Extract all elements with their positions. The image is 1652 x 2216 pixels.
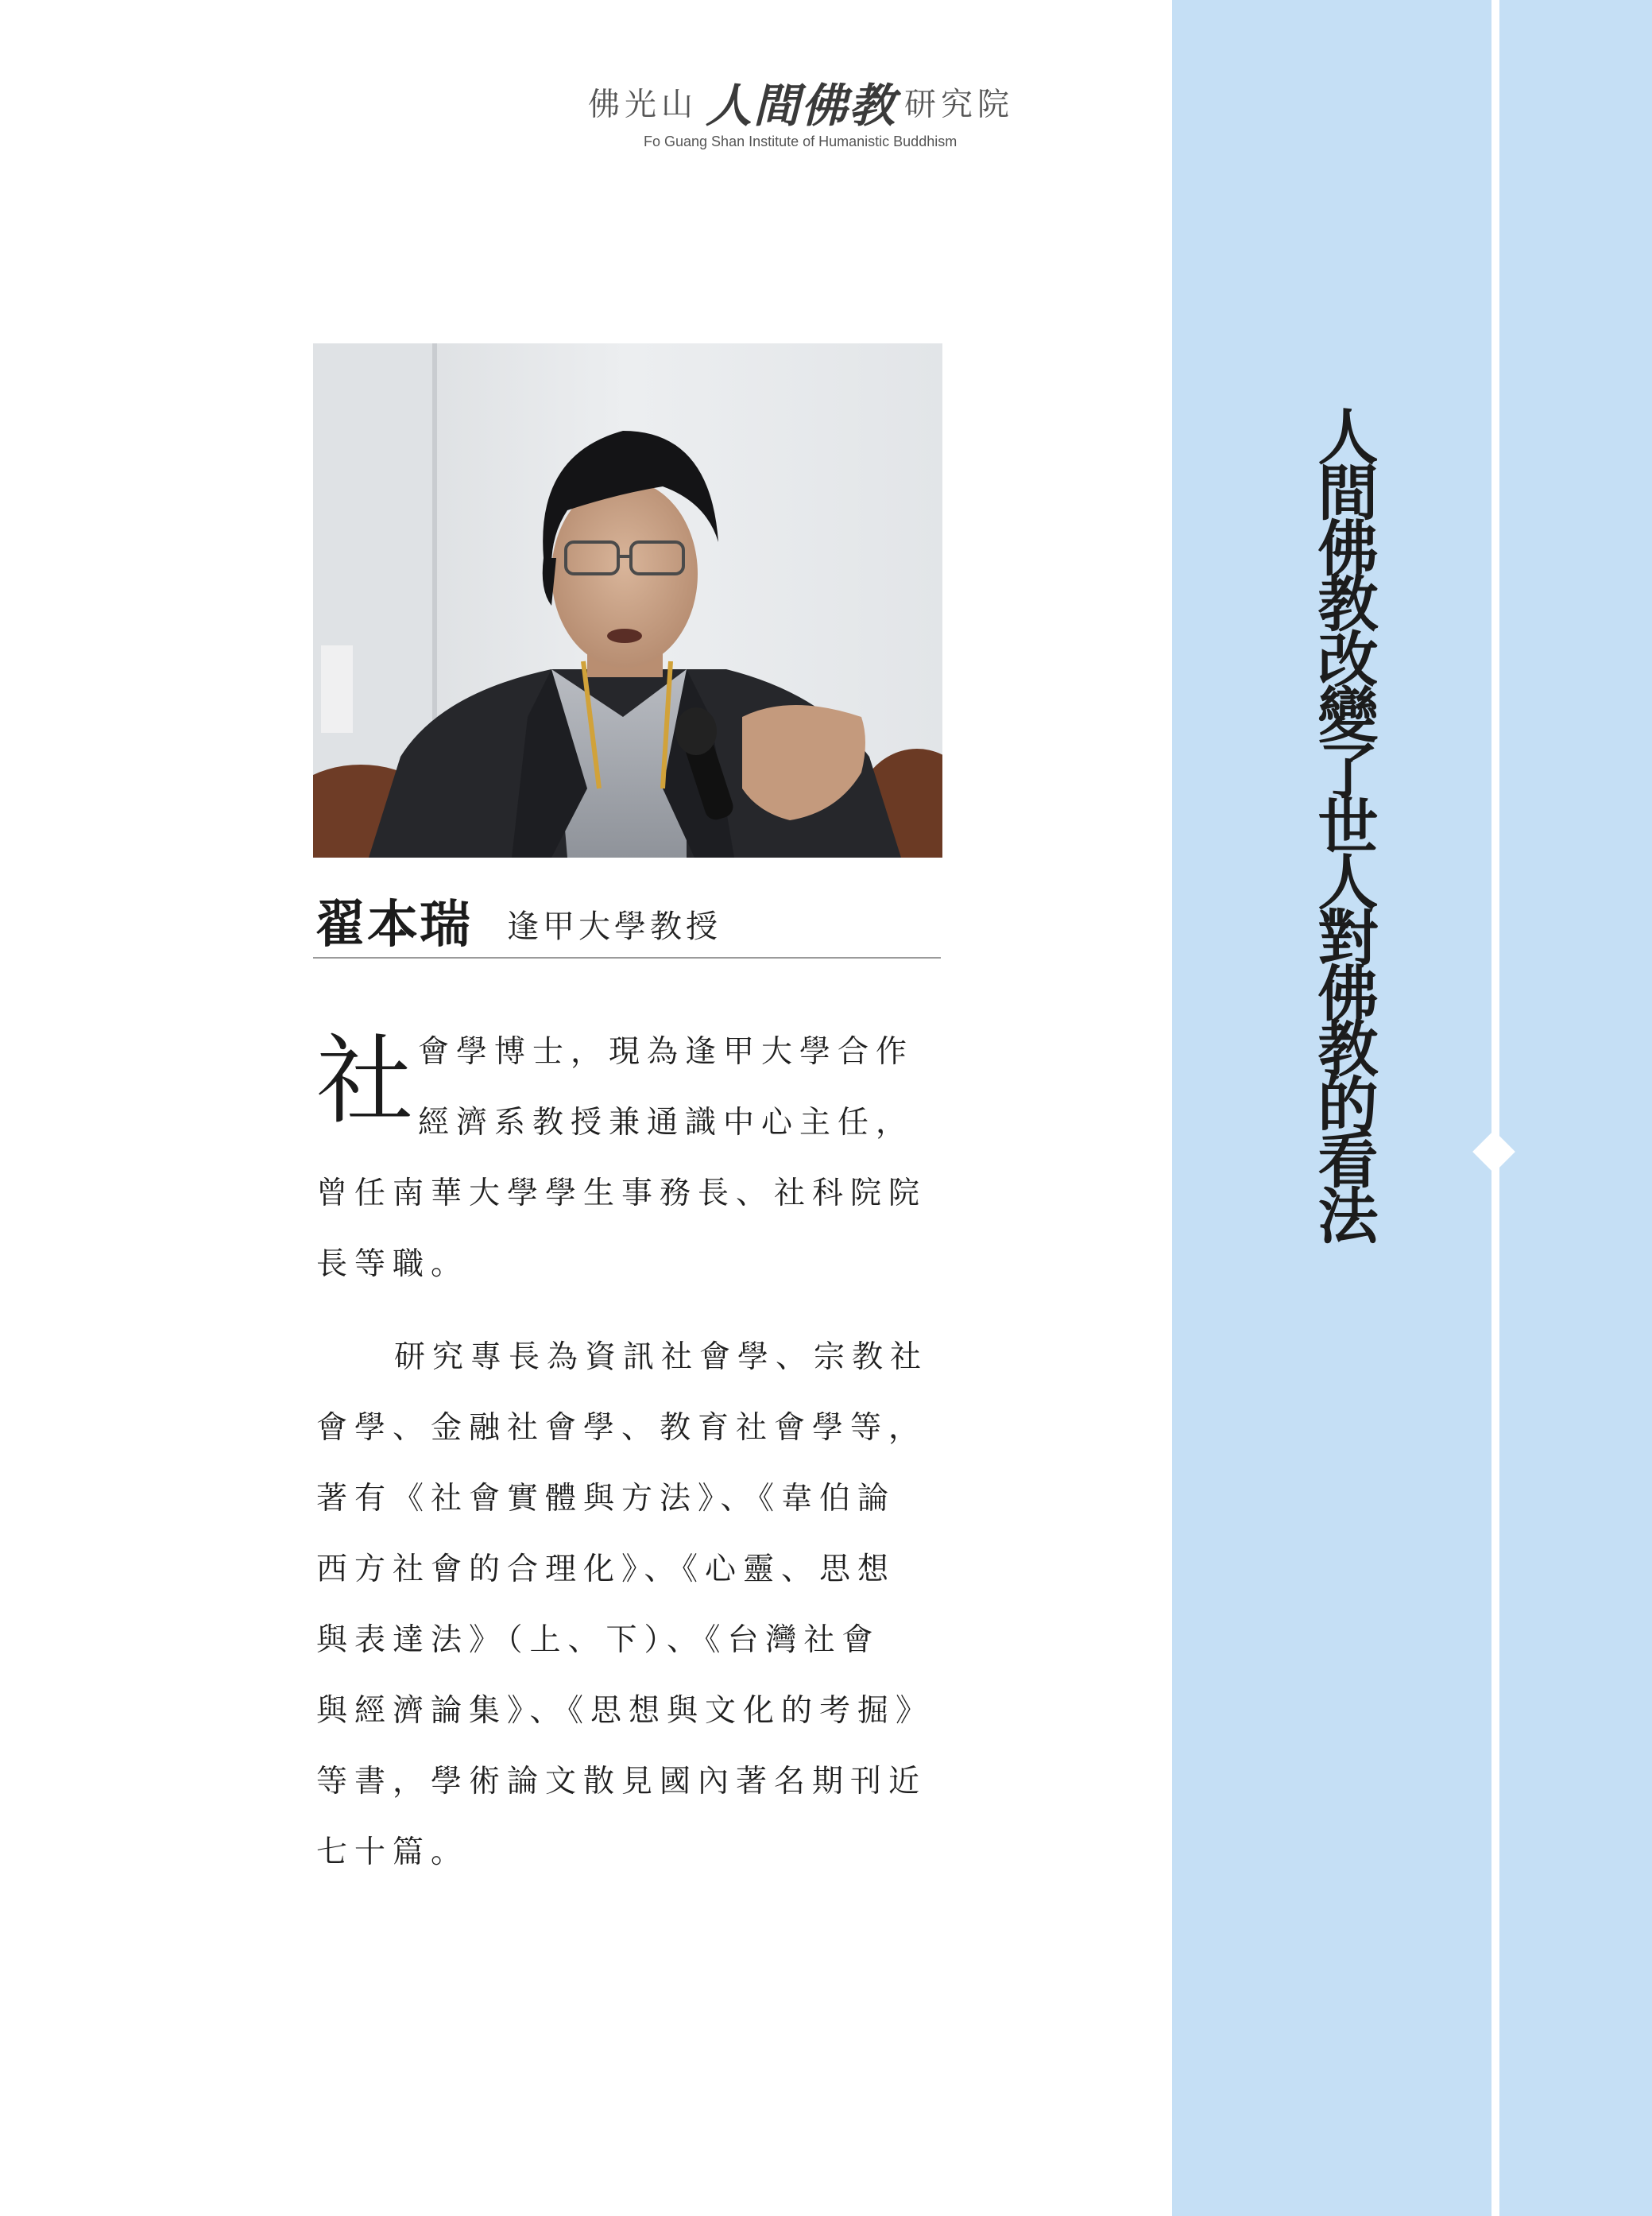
logo-left-text: 佛光山 bbox=[588, 86, 698, 123]
author-name-line bbox=[313, 884, 941, 959]
bio-line: 七十篇。 bbox=[316, 1834, 470, 1870]
logo-wordmark bbox=[588, 68, 1014, 135]
bio-paragraph-2 bbox=[316, 1322, 949, 1888]
bio-line: 等書，學術論文散見國內著名期刊近 bbox=[316, 1764, 927, 1800]
bio-line: 與表達法》（上、下）、《台灣社會 bbox=[316, 1622, 880, 1658]
logo-english-subtitle: Fo Guang Shan Institute of Humanistic Buddhism bbox=[644, 134, 958, 149]
bio-line: 會學博士，現為逢甲大學合作 bbox=[418, 1034, 915, 1070]
bio-line: 曾任南華大學學生事務長、社科院院 bbox=[316, 1176, 927, 1211]
logo-right-text: 研究院 bbox=[904, 86, 1015, 123]
bio-line: 經濟系教授兼通識中心主任， bbox=[418, 1105, 915, 1141]
author-name: 翟本瑞 bbox=[315, 895, 472, 955]
side-band-divider bbox=[1491, 0, 1499, 2216]
author-title: 逢甲大學教授 bbox=[507, 908, 722, 945]
bio-line: 研究專長為資訊社會學、宗教社 bbox=[394, 1339, 929, 1375]
bio-line: 長等職。 bbox=[316, 1246, 470, 1282]
author-portrait-photo bbox=[313, 343, 942, 858]
bio-line: 著有《社會實體與方法》、《韋伯論 bbox=[316, 1481, 896, 1517]
side-band bbox=[1172, 0, 1652, 2216]
bio-dropcap: 社 bbox=[316, 1025, 413, 1137]
institute-logo bbox=[588, 68, 1112, 156]
chapter-title-vertical: 人間佛教改變了世人對佛教的看法 bbox=[1308, 405, 1379, 1240]
bio-line: 西方社會的合理化》、《心靈、思想 bbox=[316, 1552, 896, 1587]
bio-paragraph-1 bbox=[316, 1017, 949, 1300]
bio-line: 與經濟論集》、《思想與文化的考掘》 bbox=[316, 1693, 934, 1729]
logo-calligraphy-text: 人間佛教 bbox=[706, 79, 897, 133]
bio-line: 會學、金融社會學、教育社會學等， bbox=[316, 1410, 927, 1446]
